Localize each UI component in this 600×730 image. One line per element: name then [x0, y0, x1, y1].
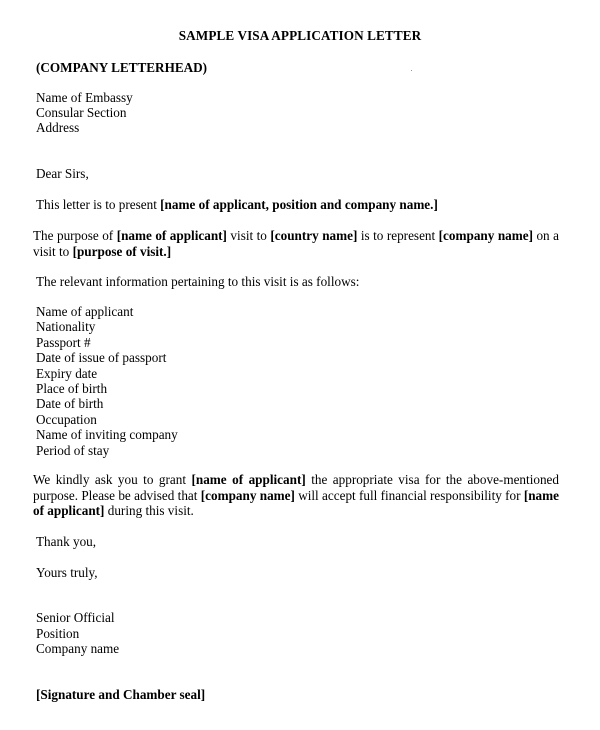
info-field: Occupation [36, 411, 97, 427]
info-field-list [36, 304, 178, 458]
paragraph-info-intro: The relevant information pertaining to this visit is as follows: [36, 274, 360, 289]
salutation: Dear Sirs, [36, 166, 89, 181]
scan-speck [411, 70, 412, 71]
info-field: Nationality [36, 319, 96, 335]
letter-title: SAMPLE VISA APPLICATION LETTER [178, 28, 422, 43]
recipient-address: Address [36, 120, 80, 135]
request-placeholder-company: [company name] [200, 487, 295, 503]
company-letterhead: (COMPANY LETTERHEAD) [36, 60, 208, 75]
purpose-text-3: is to represent [357, 228, 439, 243]
info-field: Name of inviting company [36, 427, 178, 443]
info-field: Place of birth [36, 381, 108, 397]
purpose-text-1: The purpose of [33, 228, 117, 243]
request-text-3: will accept full financial responsibility for [294, 487, 524, 503]
request-text-4: during this visit. [104, 503, 194, 518]
thanks-line: Thank you, [36, 534, 97, 549]
purpose-placeholder-company: [company name] [438, 228, 533, 243]
purpose-placeholder-visit: [purpose of visit.] [72, 243, 172, 259]
paragraph-intro [36, 197, 438, 212]
info-field: Date of issue of passport [36, 350, 167, 366]
info-field: Period of stay [36, 442, 110, 458]
signatory-company: Company name [36, 641, 120, 656]
closing-line: Yours truly, [36, 565, 98, 580]
paragraph-purpose [33, 228, 559, 259]
request-placeholder-applicant: [name of applicant] [191, 472, 306, 487]
signatory-position: Position [36, 626, 80, 641]
signatory-title: Senior Official [36, 610, 115, 625]
request-placeholder-applicant-2: [name of applicant] [33, 487, 559, 518]
intro-text: This letter is to present [36, 197, 161, 212]
paragraph-request [33, 472, 559, 519]
purpose-text-2: visit to [226, 228, 271, 243]
purpose-placeholder-applicant: [name of applicant] [116, 228, 227, 243]
recipient-name: Name of Embassy [36, 90, 133, 105]
intro-placeholder: [name of applicant, position and company name.] [160, 197, 438, 212]
info-field: Expiry date [36, 365, 98, 381]
request-text-2: the appropriate visa for the above-mentioned purpose. Please be advised that [33, 472, 559, 503]
info-field: Name of applicant [36, 304, 134, 319]
recipient-section: Consular Section [36, 105, 127, 120]
signature-placeholder: [Signature and Chamber seal] [36, 687, 206, 702]
info-field: Date of birth [36, 396, 104, 412]
info-field: Passport # [36, 334, 91, 350]
purpose-text-4: on a visit to [33, 228, 559, 259]
purpose-placeholder-country: [country name] [270, 228, 358, 243]
request-text-1: We kindly ask you to grant [33, 472, 192, 487]
